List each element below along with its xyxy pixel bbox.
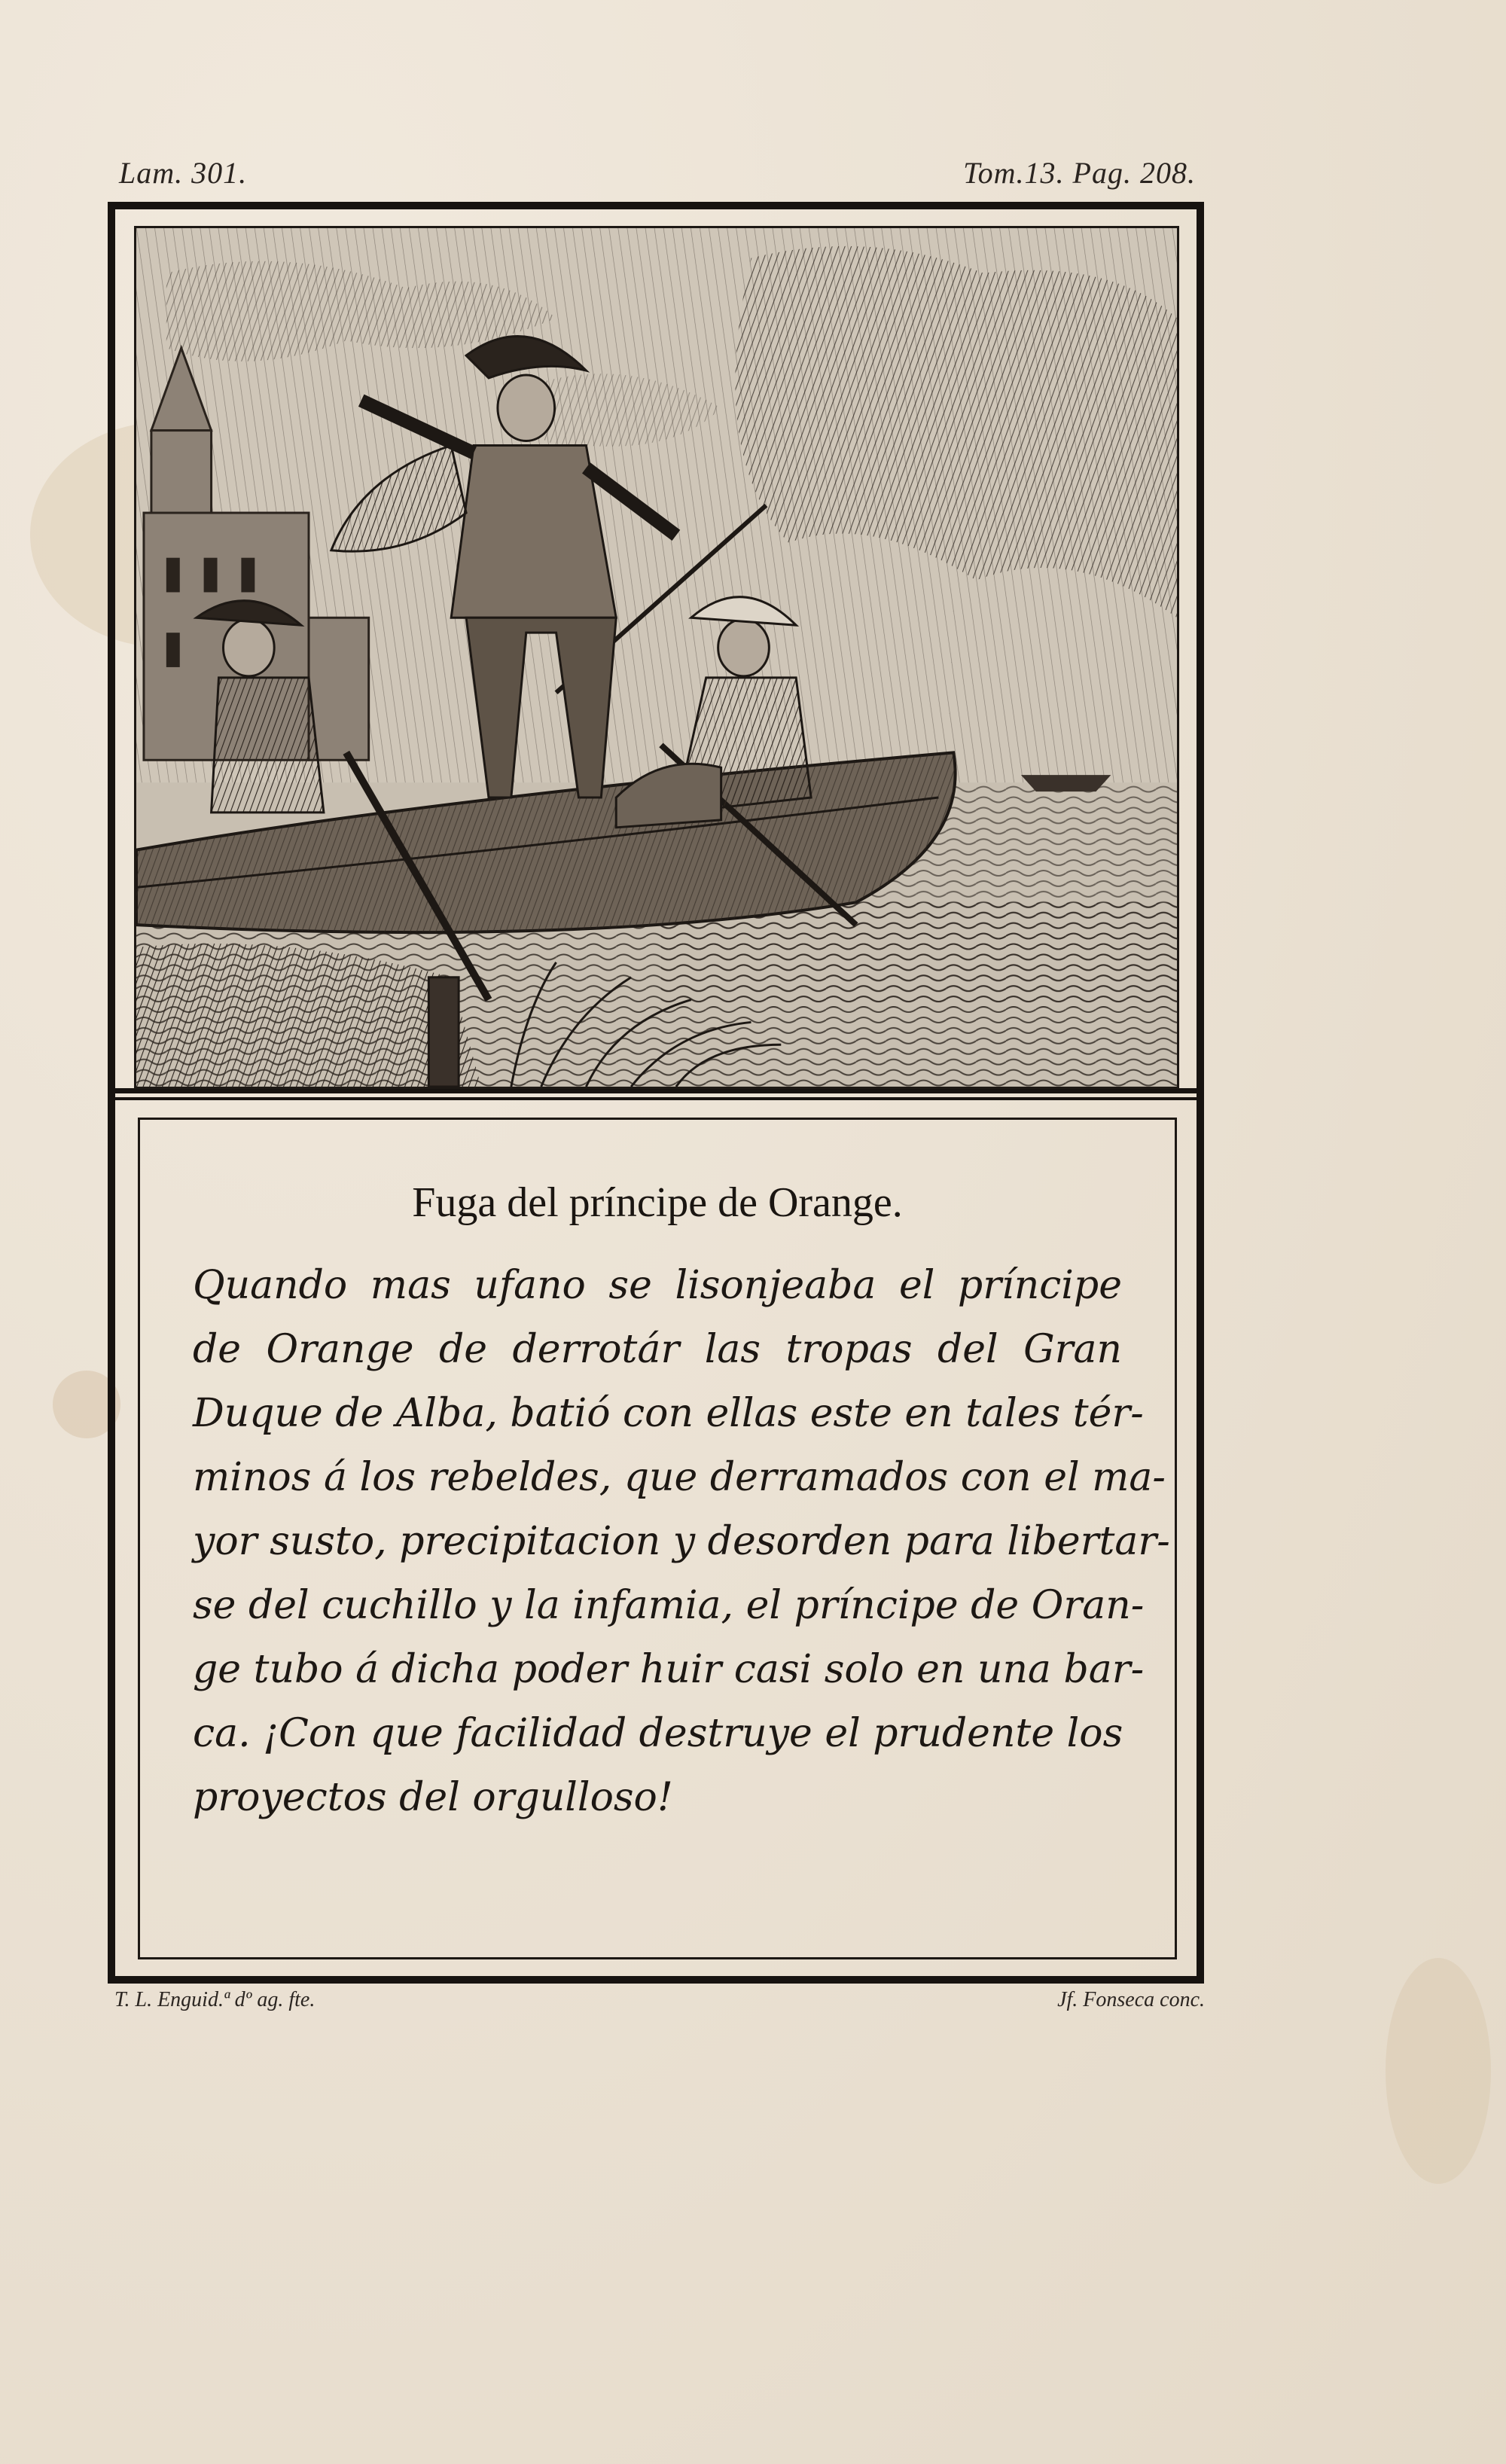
paper-stain <box>1386 1958 1491 2184</box>
caption-line: ge tubo á dicha poder huir casi solo en una bar- <box>193 1647 1145 1692</box>
finisher-credit: Jf. Fonseca conc. <box>1057 1988 1205 2011</box>
plate-number: Lam. 301. <box>119 156 248 190</box>
caption-body <box>193 1254 1170 1830</box>
caption-line: proyectos del orgulloso! <box>193 1775 673 1820</box>
caption-line: Duque de Alba, batió con ellas este en tales tér- <box>193 1391 1144 1436</box>
caption-line: de Orange de derrotár las tropas del Gran <box>193 1327 1122 1372</box>
boat-escape-engraving <box>136 228 1177 1087</box>
caption-line: ca. ¡Con que facilidad destruye el prudente los <box>193 1711 1123 1756</box>
caption-frame <box>138 1118 1177 1959</box>
volume-page-reference: Tom.13. Pag. 208. <box>963 156 1196 190</box>
caption-line: se del cuchillo y la infamia, el príncipe de Oran- <box>193 1583 1145 1628</box>
caption-line: Quando mas ufano se lisonjeaba el príncipe <box>193 1263 1122 1308</box>
caption-title: Fuga del príncipe de Orange. <box>412 1179 903 1226</box>
caption-line: yor susto, precipitacion y desorden para libertar- <box>193 1519 1170 1564</box>
engraver-credit: T. L. Enguid.ª dº ag. fte. <box>114 1988 316 2011</box>
engraving-illustration <box>134 226 1179 1089</box>
caption-line: minos á los rebeldes, que derramados con el ma- <box>193 1455 1166 1500</box>
frame-divider <box>108 1088 1204 1100</box>
